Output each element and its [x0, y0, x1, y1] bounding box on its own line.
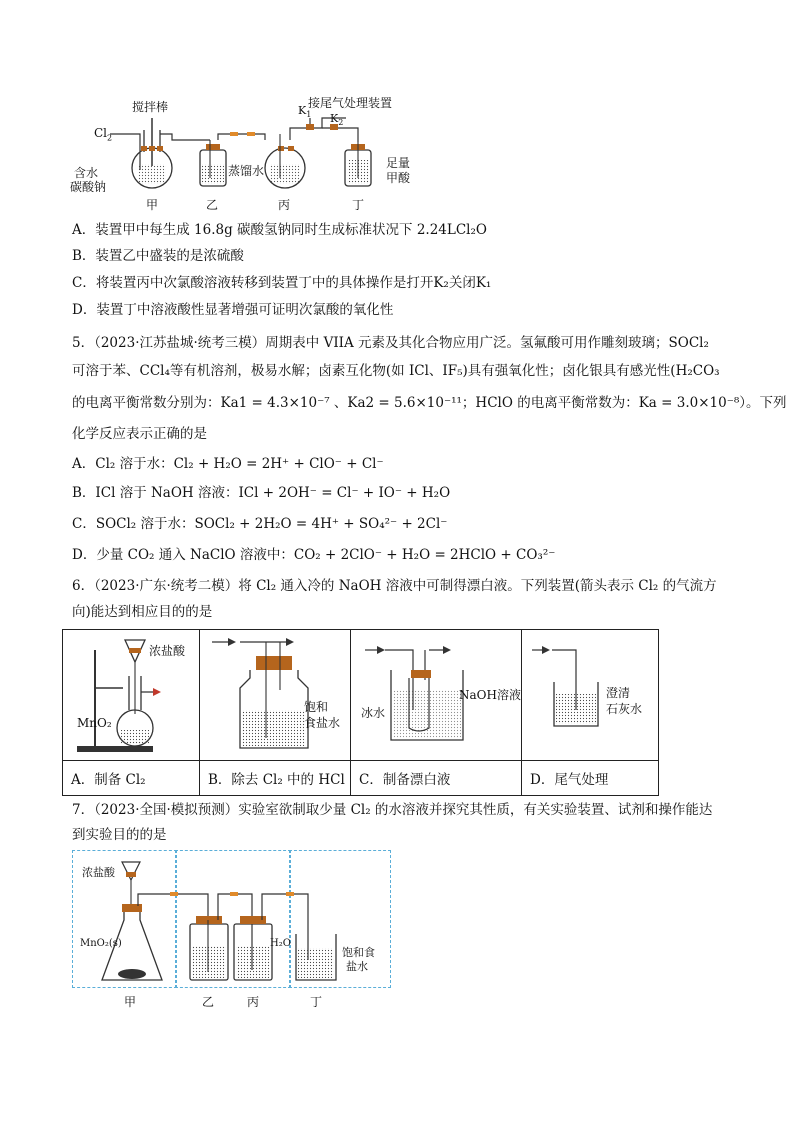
q5-option-a: A．Cl₂ 溶于水：Cl₂ + H₂O = 2H⁺ + ClO⁻ + Cl⁻ [72, 456, 384, 472]
q5-option-b: B．ICl 溶于 NaOH 溶液：ICl + 2OH⁻ = Cl⁻ + IO⁻ + H₂O [72, 485, 451, 501]
q4-option-b: B．装置乙中盛装的是浓硫酸 [72, 248, 244, 264]
q6-stem-line1: 6．（2023·广东·统考二模）将 Cl₂ 通入冷的 NaOH 溶液中可制得漂白液。下列装置(箭头表示 Cl₂ 的气流方 [72, 578, 717, 594]
fig4-na2co3-label-2: 碳酸钠 [70, 180, 107, 194]
q7-apparatus [72, 850, 392, 1010]
q7-stem-line1: 7．（2023·全国·模拟预测）实验室欲制取少量 Cl₂ 的水溶液并探究其性质，有关实验装置、试剂和操作能达 [72, 802, 713, 818]
fig4-apparatus [70, 90, 430, 215]
q6-d-lime-label-1: 澄清 [606, 686, 631, 700]
q5-stem-line2: 可溶于苯、CCl₄等有机溶剂，极易水解；卤素互化物(如 ICl、IF₅)具有强氧化性；卤化银具有感光性(H₂CO₃ [72, 363, 720, 379]
q6-caption-b: B．除去 Cl₂ 中的 HCl [200, 761, 351, 796]
q7-h2o-label: H₂O [270, 938, 291, 949]
q6-a-hcl-label: 浓盐酸 [149, 644, 186, 658]
fig4-label-jia: 甲 [146, 198, 159, 212]
fig4-tail-label: 接尾气处理装置 [308, 96, 393, 110]
q5-stem-line4: 化学反应表示正确的是 [72, 426, 207, 442]
q7-label-ding: 丁 [310, 995, 323, 1009]
q6-figure-c [351, 630, 522, 761]
q5-option-d: D．少量 CO₂ 通入 NaClO 溶液中：CO₂ + 2ClO⁻ + H₂O = 2HClO + CO₃²⁻ [72, 547, 556, 563]
q6-b-sat-label-2: 食盐水 [304, 716, 341, 730]
q7-stem-line2: 到实验目的的是 [72, 827, 167, 843]
q6-a-mno2-label: MnO₂ [77, 716, 112, 730]
q6-figure-a [63, 630, 200, 761]
q6-figure-b [200, 630, 351, 761]
q6-stem-line2: 向)能达到相应目的的是 [72, 604, 213, 620]
q7-sat-label-1: 饱和食 [342, 946, 375, 959]
fig4-na2co3-label-1: 含水 [74, 166, 99, 180]
q6-c-ice-label: 冰水 [361, 706, 386, 720]
q7-label-bing: 丙 [247, 995, 260, 1009]
q6-c-naoh-label: NaOH溶液 [459, 688, 521, 702]
q6-d-lime-label-2: 石灰水 [606, 702, 643, 716]
fig4-formic-label-2: 甲酸 [386, 171, 411, 185]
q6-caption-c: C．制备漂白液 [351, 761, 522, 796]
q5-option-c: C．SOCl₂ 溶于水：SOCl₂ + 2H₂O = 4H⁺ + SO₄²⁻ + 2Cl⁻ [72, 516, 448, 532]
q7-drawing [72, 850, 392, 990]
q7-mno2-label: MnO₂(s) [80, 938, 122, 949]
q6-figure-b-drawing [200, 630, 350, 760]
fig4-label-bing: 丙 [278, 198, 291, 212]
fig4-stir-label: 搅拌棒 [132, 100, 169, 114]
q5-stem-line1: 5．（2023·江苏盐城·统考三模）周期表中 VIIA 元素及其化合物应用广泛。氢氟酸可用作雕刻玻璃；SOCl₂ [72, 335, 709, 351]
fig4-k2-label: $K_2$ [330, 112, 344, 128]
q7-label-jia: 甲 [124, 995, 137, 1009]
fig4-label-ding: 丁 [352, 198, 365, 212]
q6-figure-d-drawing [522, 630, 658, 760]
q6-b-sat-label-1: 饱和 [304, 700, 329, 714]
fig4-k1-label: $K_1$ [298, 104, 312, 120]
q6-options-table [62, 629, 659, 796]
fig4-label-yi: 乙 [206, 198, 219, 212]
q7-label-yi: 乙 [202, 995, 215, 1009]
q5-stem-line3: 的电离平衡常数分别为：Ka1 = 4.3×10⁻⁷ 、Ka2 = 5.6×10⁻¹¹；HClO 的电离平衡常数为：Ka = 3.0×10⁻⁸）。下列 [72, 395, 787, 411]
q6-caption-d: D．尾气处理 [522, 761, 659, 796]
q7-hcl-label: 浓盐酸 [82, 866, 115, 879]
fig4-cl2-label: $Cl_2$ [94, 126, 113, 143]
q4-option-a: A．装置甲中每生成 16.8g 碳酸氢钠同时生成标准状况下 2.24LCl₂O [72, 222, 487, 238]
q6-caption-a: A．制备 Cl₂ [63, 761, 200, 796]
q7-sat-label-2: 盐水 [346, 960, 368, 973]
fig4-formic-label-1: 足量 [386, 156, 411, 170]
q4-option-d: D．装置丁中溶液酸性显著增强可证明次氯酸的氧化性 [72, 302, 394, 318]
q4-option-c: C．将装置丙中次氯酸溶液转移到装置丁中的具体操作是打开K₂关闭K₁ [72, 275, 492, 291]
q6-figure-d [522, 630, 659, 761]
fig4-water-label: 蒸馏水 [228, 164, 265, 178]
